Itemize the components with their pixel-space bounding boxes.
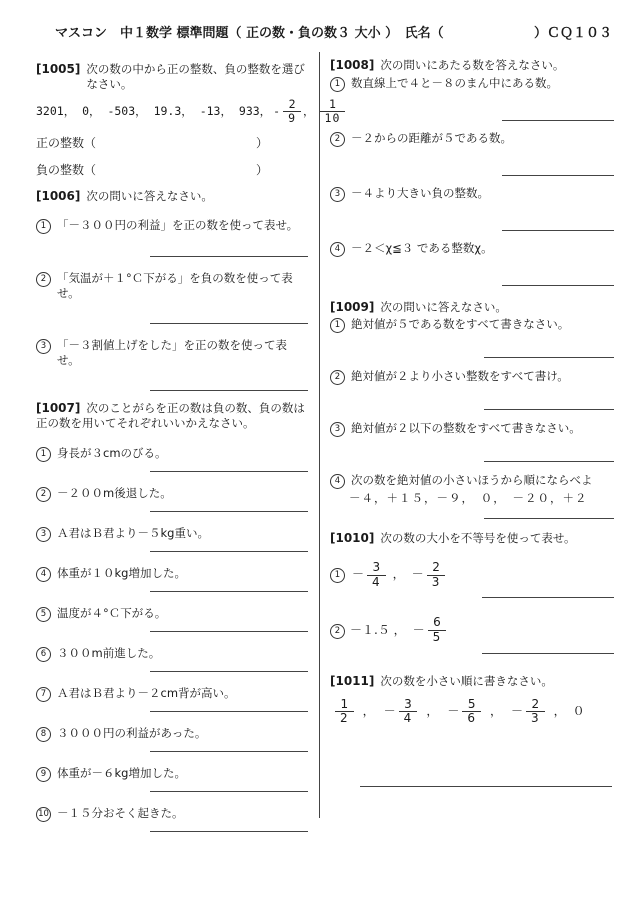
question-number-badge: 1: [330, 318, 345, 333]
question-number-badge: 3: [330, 187, 345, 202]
problem-1008: [330, 58, 614, 286]
worksheet-header: [55, 26, 612, 43]
problem-intro: 次の問いにあたる数を答えなさい。: [380, 58, 565, 72]
question-text: 「気温が＋１°Ｃ下がる」を負の数を使って表せ。: [57, 271, 293, 301]
problem-1006: [36, 189, 308, 391]
fraction: － 2 3: [412, 561, 446, 590]
fraction: 1 10: [317, 98, 346, 125]
question-number-badge: 2: [36, 272, 51, 287]
question-text: 「－３００円の利益」を正の数を使って表せ。: [57, 218, 299, 233]
answer-negative-integers: [36, 163, 268, 179]
problem-intro: 次の数の大小を不等号を使って表せ。: [380, 531, 576, 546]
problem-1010-heading: [330, 531, 614, 547]
sheet-code: ＣＱ１０３: [546, 26, 612, 41]
fraction: － 2 3: [511, 698, 545, 727]
question-number-badge: 10: [36, 807, 51, 822]
question-text: －１.５ ，: [350, 622, 406, 637]
question-item: [330, 186, 614, 231]
question-number-badge: 3: [330, 422, 345, 437]
comma: ，: [553, 704, 566, 718]
question-number-badge: 1: [330, 77, 345, 92]
question-number-badge: 4: [330, 242, 345, 257]
problem-intro: 次の問いに答えなさい。: [86, 188, 213, 203]
fraction: - 2 9: [273, 98, 301, 125]
problem-1009: [330, 300, 614, 520]
answer-line: [484, 357, 614, 358]
problem-id: [1009]: [330, 299, 375, 314]
answer-line: [502, 230, 614, 231]
fraction: － 5 6: [447, 698, 481, 727]
question-item: [36, 446, 308, 472]
answer-label: 負の整数（: [36, 162, 97, 177]
answer-close-paren: ）: [255, 136, 268, 151]
question-item: [36, 646, 308, 672]
question-item: [36, 486, 308, 512]
worksheet-code: [534, 26, 612, 43]
problem-id: [1005]: [36, 62, 81, 76]
problem-1010: [330, 531, 614, 654]
comma: ，: [303, 104, 315, 119]
answer-line: [150, 591, 308, 592]
comma: ，: [489, 704, 502, 718]
question-number-badge: 5: [36, 607, 51, 622]
number-zero: ０: [572, 704, 585, 718]
question-item: [330, 421, 614, 462]
question-text: －２００m後退した。: [57, 486, 172, 501]
question-text: Ａ君はＢ君より－２cm背が高い。: [57, 686, 236, 701]
answer-line: [150, 511, 308, 512]
question-item: [36, 606, 308, 632]
question-number-badge: 4: [330, 474, 345, 489]
question-number-list: －４，＋１５，－９， ０， －２０，＋２: [349, 491, 588, 506]
fraction: － 3 4: [352, 561, 386, 590]
problem-id: [1008]: [330, 58, 375, 72]
answer-line: [484, 518, 614, 519]
answer-line: [484, 409, 614, 410]
question-text: Ａ君はＢ君より－５kg重い。: [57, 526, 209, 541]
question-number-badge: 1: [36, 219, 51, 234]
problem-id: [1006]: [36, 188, 81, 203]
question-number-badge: 4: [36, 567, 51, 582]
question-text: ３０００円の利益があった。: [57, 726, 207, 741]
answer-line: [150, 631, 308, 632]
problem-1011-heading: [330, 674, 614, 690]
problem-1007-heading: [36, 401, 308, 432]
name-field-close-paren: ）: [533, 26, 547, 41]
problem-intro: 次の問いに答えなさい。: [380, 299, 507, 314]
question-text: 温度が４°Ｃ下がる。: [57, 606, 167, 621]
answer-line: [482, 597, 614, 598]
column-divider: [319, 52, 320, 818]
answer-line: [150, 390, 308, 391]
number-list: [36, 96, 341, 126]
answer-line: [502, 285, 614, 286]
question-item: [330, 317, 614, 358]
comma: ，: [362, 704, 375, 718]
answer-line: [150, 256, 308, 257]
problem-intro: 次の数を小さい順に書きなさい。: [380, 673, 553, 688]
question-text: 次の数を絶対値の小さいほうから順にならべよ: [351, 473, 593, 488]
problem-intro: 次の数の中から正の整数、負の整数を選びなさい。: [86, 62, 305, 91]
answer-positive-integers: [36, 136, 268, 152]
problem-1005-heading: [36, 62, 308, 92]
question-number-badge: 1: [330, 568, 345, 583]
question-item: [36, 686, 308, 712]
answer-line: [502, 120, 614, 121]
problem-1005: [36, 62, 341, 179]
question-text: 絶対値が２以下の整数をすべて書きなさい。: [351, 421, 581, 436]
question-item: [330, 131, 614, 176]
question-text: －２＜χ≦３ である整数χ。: [351, 240, 493, 255]
answer-line: [150, 471, 308, 472]
fraction: － 3 4: [384, 698, 418, 727]
question-text: 体重が－６kg増加した。: [57, 766, 186, 781]
left-column: [0, 52, 341, 832]
question-number-badge: 9: [36, 767, 51, 782]
worksheet-title: マスコン 中１数学 標準問題（ 正の数・負の数３ 大小 ） 氏名（: [55, 26, 444, 41]
answer-line: [360, 786, 612, 787]
problem-1011: [330, 674, 614, 787]
question-item: [36, 766, 308, 792]
question-text: 数直線上で４と－８のまん中にある数。: [351, 75, 558, 90]
question-number-badge: 6: [36, 647, 51, 662]
question-item: [330, 76, 614, 121]
question-item: [36, 338, 308, 391]
answer-line: [150, 551, 308, 552]
question-item: [36, 566, 308, 592]
question-number-badge: 2: [330, 370, 345, 385]
answer-line: [482, 653, 614, 654]
answer-line: [150, 831, 308, 832]
problem-1006-heading: [36, 189, 308, 205]
problem-1008-heading: [330, 58, 614, 74]
question-item: [36, 526, 308, 552]
comma: ，: [392, 567, 405, 582]
question-text: 絶対値が２より小さい整数をすべて書け。: [351, 369, 569, 384]
question-item: [36, 726, 308, 752]
question-number-badge: 1: [36, 447, 51, 462]
two-column-layout: [0, 52, 640, 832]
answer-line: [150, 671, 308, 672]
question-item: [330, 616, 614, 654]
question-number-badge: 2: [330, 132, 345, 147]
answer-close-paren: ）: [255, 162, 268, 177]
question-item: [330, 561, 614, 599]
question-number-badge: 7: [36, 687, 51, 702]
question-number-badge: 3: [36, 339, 51, 354]
comma: ，: [426, 704, 439, 718]
question-text: 絶対値が５である数をすべて書きなさい。: [351, 317, 570, 332]
answer-line: [150, 323, 308, 324]
right-column: [319, 52, 640, 832]
question-number-badge: 2: [36, 487, 51, 502]
fraction: － 6 5: [413, 616, 447, 645]
problem-intro: 次のことがらを正の数は負の数、負の数は正の数を用いてそれぞれいいかえなさい。: [36, 400, 305, 431]
question-text: －４より大きい負の整数。: [351, 185, 489, 200]
problem-id: [1010]: [330, 531, 375, 546]
question-item: [330, 241, 614, 286]
question-item: [330, 473, 614, 519]
question-text: －１５分おそく起きた。: [57, 806, 184, 821]
question-number-badge: 8: [36, 727, 51, 742]
answer-line: [150, 711, 308, 712]
answer-line: [502, 175, 614, 176]
question-item: [36, 806, 308, 832]
fraction-list: [330, 698, 614, 727]
answer-label: 正の整数（: [36, 136, 97, 151]
question-number-badge: 2: [330, 624, 345, 639]
question-text: 身長が３cmのびる。: [57, 446, 167, 461]
question-item: [330, 369, 614, 410]
problem-id: [1007]: [36, 400, 81, 415]
question-text: －２からの距離が５である数。: [351, 130, 512, 145]
question-number-badge: 3: [36, 527, 51, 542]
question-item: [36, 218, 308, 257]
answer-line: [150, 751, 308, 752]
number-list-text: 3201， 0， -503， 19.3， -13， 933，: [36, 104, 272, 119]
fraction: 1 2: [332, 698, 354, 727]
question-text: 体重が１０kg増加した。: [57, 566, 186, 581]
problem-1007: [36, 401, 308, 832]
problem-1009-heading: [330, 300, 614, 316]
problem-id: [1011]: [330, 673, 375, 688]
question-item: [36, 271, 308, 324]
question-text: 「－３割値上げをした」を正の数を使って表せ。: [57, 337, 287, 367]
answer-line: [150, 791, 308, 792]
answer-line: [484, 461, 614, 462]
question-text: ３００m前進した。: [57, 646, 161, 661]
